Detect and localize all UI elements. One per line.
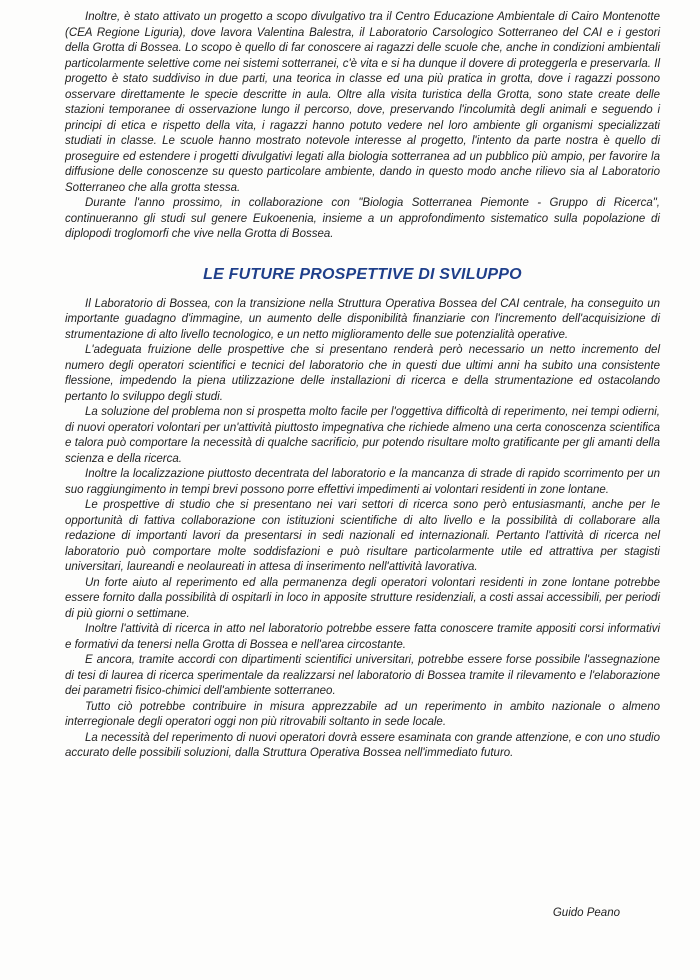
section-paragraph-4: Inoltre la localizzazione piuttosto decentrata del laboratorio e la mancanza di strade di rapido scorrimento per un suo raggiungimento in tempi brevi possono porre effettivi impedimenti ai volontari residenti in zone lontane. <box>65 468 660 496</box>
section-paragraph-6: Un forte aiuto al reperimento ed alla permanenza degli operatori volontari residenti in zone lontane potrebbe essere fornito dalla possibilità di ospitarli in loco in apposite strutture residenziali, a costi assai accessibili, per periodi di più giorni o settimane. <box>65 576 660 620</box>
section-paragraph-2: L'adeguata fruizione delle prospettive che si presentano renderà però necessario un netto incremento del numero degli operatori scientifici e tecnici del laboratorio che in questi due ultimi anni ha subito una consistente flessione, impedendo la piena utilizzazione delle installazioni di ricerca e della strumentazione ed ostacolando pertanto lo sviluppo degli studi. <box>65 344 660 403</box>
intro-paragraph-2: Durante l'anno prossimo, in collaborazione con "Biologia Sotterranea Piemonte - Gruppo di Ricerca", continueranno gli studi sul genere Eukoenenia, insieme a un approfondimento sistematico sulla popolazione di diplopodi troglomorfi che vive nella Grotta di Bossea. <box>65 197 660 240</box>
section-heading: LE FUTURE PROSPETTIVE DI SVILUPPO <box>203 265 522 283</box>
section-paragraph-7: Inoltre l'attività di ricerca in atto nel laboratorio potrebbe essere fatta conoscere tramite appositi corsi informativi e formativi da tenersi nella Grotta di Bossea e nell'area circostante. <box>65 623 660 651</box>
intro-paragraph-1: Inoltre, è stato attivato un progetto a scopo divulgativo tra il Centro Educazione Ambientale di Cairo Montenotte (CEA Regione Liguria), dove lavora Valentina Balestra, il Laboratorio Carsologico Sotterraneo del CAI e i gestori della Grotta di Bossea. Lo scopo è quello di far conoscere ai ragazzi delle scuole che, anche in condizioni ambientali particolarmente selettive come nei sistemi sotterranei, c'è vita e si ha dunque il dovere di proteggerla e preservarla. Il progetto è stato suddiviso in due parti, una teorica in classe ed una più pratica in grotta, dove i ragazzi possono osservare direttamente le specie descritte in aula. Oltre alla visita turistica della Grotta, sono state create delle stazioni temporanee di osservazione lungo il percorso, dove, preservando l'incolumità degli animali e seguendo i principi di etica e rispetto della vita, i ragazzi hanno potuto vedere nel loro ambiente gli organismi specializzati studiati in classe. Le scuole hanno mostrato notevole interesse al progetto, l'intento da parte nostra è quello di proseguire ed estendere i progetti divulgativi legati alla biologia sotterranea ad un pubblico più ampio, per favorire la diffusione delle conoscenze su questo particolare ambiente, dando in questo modo anche rilievo sia al Laboratorio Sotterraneo che alla grotta stessa. <box>65 11 660 194</box>
section-paragraph-1: Il Laboratorio di Bossea, con la transizione nella Struttura Operativa Bossea del CAI centrale, ha conseguito un importante guadagno d'immagine, un aumento delle disponibilità finanziarie con l'incremento dell'acquisizione di strumentazione di alto livello tecnologico, e un netto miglioramento delle sue potenzialità operative. <box>65 297 660 341</box>
section-paragraph-8: E ancora, tramite accordi con dipartimenti scientifici universitari, potrebbe essere forse possibile l'assegnazione di tesi di laurea di ricerca sperimentale da realizzarsi nel laboratorio di Bossea tramite il rilevamento e l'elaborazione dei parametri fisico-chimici dell'ambiente sotterraneo. <box>65 654 660 697</box>
section-paragraph-9: Tutto ciò potrebbe contribuire in misura apprezzabile ad un reperimento in ambito nazionale o almeno interregionale degli operatori oggi non più ritrovabili soltanto in sede locale. <box>65 700 660 728</box>
section-paragraph-10: La necessità del reperimento di nuovi operatori dovrà essere esaminata con grande attenzione, e con uno studio accurato delle possibili soluzioni, dalla Struttura Operativa Bossea nell'immediato futuro. <box>65 731 660 759</box>
document-body <box>65 10 660 762</box>
section-paragraph-3: La soluzione del problema non si prospetta molto facile per l'oggettiva difficoltà di reperimento, nei tempi odierni, di nuovi operatori volontari per un'attività piuttosto impegnativa che richiede almeno una certa conoscenza scientifica e talora può comportare la necessità di qualche sacrificio, pur potendo risultare molto gratificante per gli amanti della scienza e della ricerca. <box>65 406 660 465</box>
section-paragraph-5: Le prospettive di studio che si presentano nei vari settori di ricerca sono però entusiasmanti, anche per le opportunità di fattiva collaborazione con istituzioni scientifiche di alto livello e la possibilità di collaborare alla redazione di importanti lavori da presentarsi in sedi nazionali ed internazionali. Pertanto l'attività di ricerca nel laboratorio può comportare molte soddisfazioni e può risultare particolarmente utile ed attrattiva per stagisti universitari, laureandi e neolaureati in attesa di inserimento nell'attività lavorativa. <box>65 499 660 573</box>
author-signature: Guido Peano <box>552 907 620 919</box>
